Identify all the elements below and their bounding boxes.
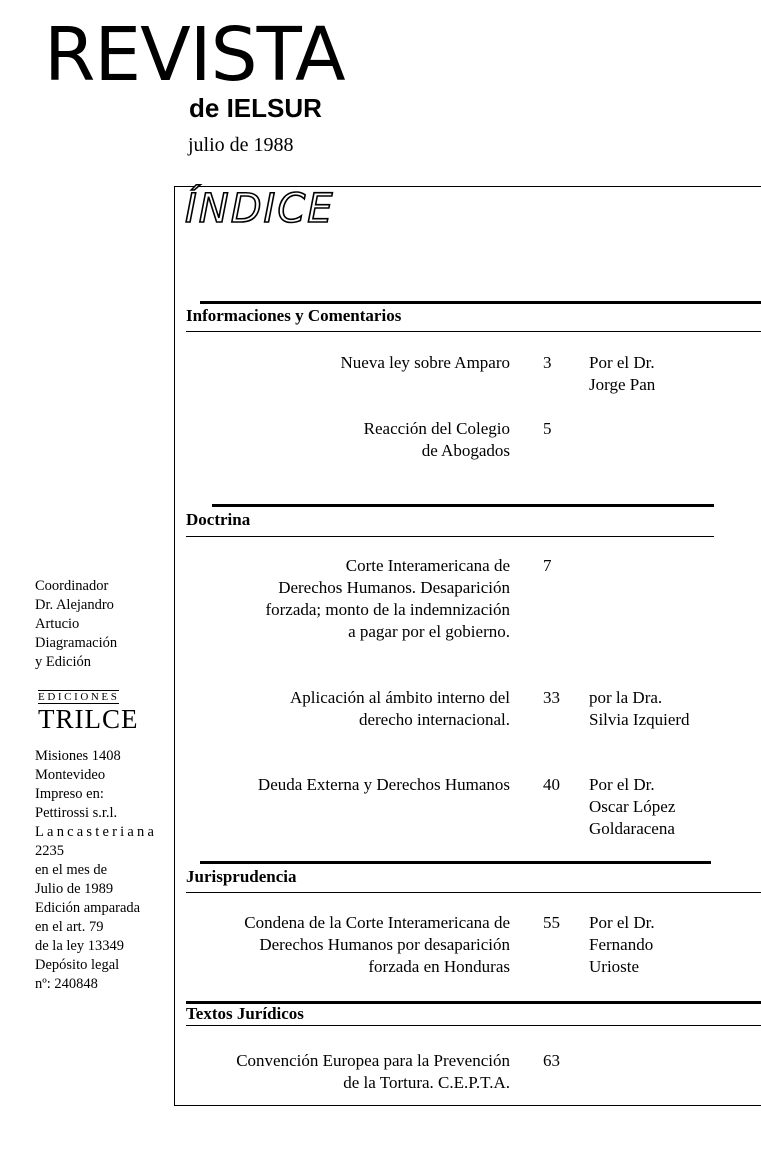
entry-author: Por el Dr. Oscar López Goldaracena <box>589 775 676 838</box>
entry-title: Deuda Externa y Derechos Humanos <box>257 775 510 794</box>
frame-bottom-rule <box>174 1105 761 1106</box>
section-rule-thick <box>200 861 711 864</box>
issue-date: julio de 1988 <box>188 134 294 156</box>
frame-left-rule <box>174 186 175 1106</box>
section-title-doctrina: Doctrina <box>186 510 251 529</box>
index-heading: ÍNDICE <box>185 186 335 232</box>
section-rule-thin <box>186 892 761 893</box>
section-rule-thick <box>200 301 761 304</box>
publisher-logo: TRILCE <box>38 704 139 734</box>
entry-author: Por el Dr. Fernando Urioste <box>589 913 655 976</box>
entry-page: 3 <box>543 353 552 372</box>
entry-title: Convención Europea para la Prevención de la Tortura. C.E.P.T.A. <box>236 1051 510 1092</box>
entry-title: Aplicación al ámbito interno del derecho internacional. <box>290 688 510 729</box>
section-rule-thick <box>212 504 714 507</box>
imprint-block: Misiones 1408 Montevideo Impreso en: Pettirossi s.r.l. Lancasteriana 2235 en el mes de Julio de 1989 Edición amparada en el art. 79 de la ley 13349 Depósito legal nº: 240848 <box>35 748 158 992</box>
entry-title: Reacción del Colegio de Abogados <box>363 419 510 460</box>
entry-page: 55 <box>543 913 560 932</box>
entry-page: 63 <box>543 1051 560 1070</box>
publisher-label: EDICIONES <box>38 691 120 703</box>
section-title-informaciones: Informaciones y Comentarios <box>186 306 402 325</box>
credits-block: Coordinador Dr. Alejandro Artucio Diagramación y Edición <box>35 578 118 670</box>
section-rule-thin <box>186 1025 761 1026</box>
entry-page: 40 <box>543 775 560 794</box>
entry-title: Corte Interamericana de Derechos Humanos. Desaparición forzada; monto de la indemnización a pagar por el gobierno. <box>265 556 510 641</box>
magazine-subtitle: de IELSUR <box>189 93 322 123</box>
entry-title: Condena de la Corte Interamericana de Derechos Humanos por desaparición forzada en Honduras <box>244 913 510 976</box>
section-title-textos-juridicos: Textos Jurídicos <box>186 1004 304 1023</box>
entry-page: 5 <box>543 419 552 438</box>
entry-page: 33 <box>543 688 560 707</box>
entry-author: por la Dra. Silvia Izquierd <box>589 688 690 729</box>
section-rule-thin <box>186 331 761 332</box>
section-title-jurisprudencia: Jurisprudencia <box>186 867 297 886</box>
entry-author: Por el Dr. Jorge Pan <box>589 353 656 394</box>
magazine-title: REVISTA <box>44 12 345 98</box>
entry-title: Nueva ley sobre Amparo <box>340 353 510 372</box>
section-rule-thin <box>186 536 714 537</box>
entry-page: 7 <box>543 556 552 575</box>
